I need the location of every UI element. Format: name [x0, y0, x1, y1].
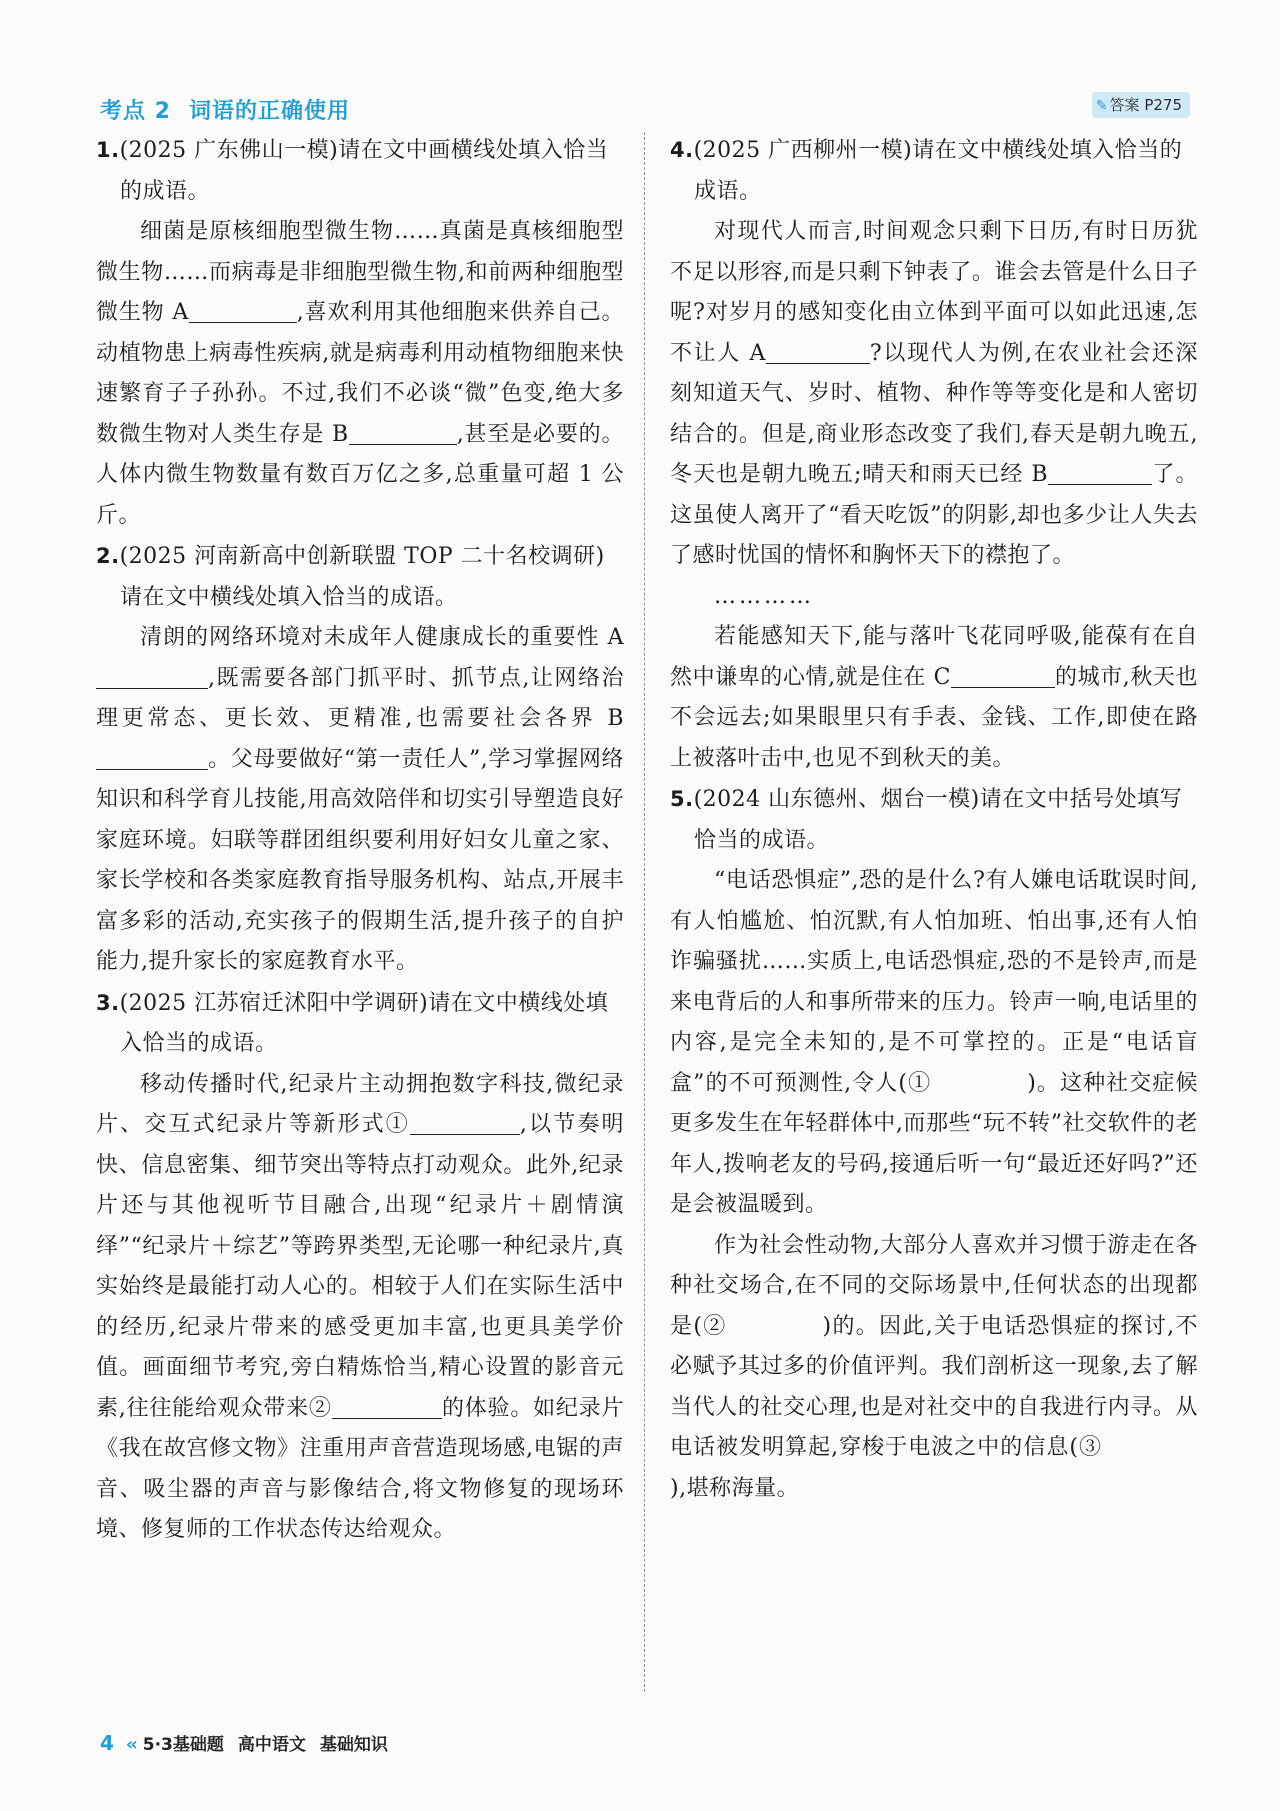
question-number: 4. [670, 138, 694, 162]
passage-paragraph: 作为社会性动物,大部分人喜欢并习惯于游走在各种社交场合,在不同的交际场景中,任何状态的出现都是(② )的。因此,关于电话恐惧症的探讨,不必赋予其过多的价值评判。我们剖析这一现象,去了解当代人的社交心理,也是对社交中的自我进行内寻。从电话被发明算起,穿梭于电波之中的信息(③),堪称海量。 [670, 1232, 1198, 1501]
question-prompt: 4.(2025 广西柳州一模)请在文中横线处填入恰当的成语。 [670, 138, 1183, 204]
question-prompt: 5.(2024 山东德州、烟台一模)请在文中括号处填写恰当的成语。 [670, 787, 1183, 853]
answer-blank-a[interactable] [189, 296, 297, 323]
answer-blank-b[interactable] [1048, 458, 1152, 485]
page-number: 4 [100, 1731, 114, 1755]
question-1 [96, 130, 624, 536]
page-header [100, 92, 1190, 126]
question-number: 1. [96, 138, 120, 162]
answer-blank-b[interactable] [96, 743, 208, 770]
ellipsis-separator: ………… [714, 583, 814, 609]
subject-name: 高中语文 [237, 1735, 306, 1755]
answer-blank-2[interactable] [332, 1392, 442, 1419]
question-4 [670, 130, 1198, 779]
question-number: 3. [96, 990, 120, 1015]
question-number: 2. [96, 544, 120, 568]
question-3 [96, 983, 624, 1551]
passage-paragraph: 清朗的网络环境对未成年人健康成长的重要性 A,既需要各部门抓平时、抓节点,让网络治理更常态、更长效、更精准,也需要社会各界 B。父母要做好“第一责任人”,学习掌握网络知识和科学育儿技能,用高效陪伴和切实引导塑造良好家庭环境。妇联等群团组织要利用好妇女儿童之家、家长学校和各类家庭教育指导服务机构、站点,开展丰富多彩的活动,充实孩子的假期生活,提升孩子的自护能力,提升家长的家庭教育水平。 [96, 625, 624, 974]
answer-reference-label: 答案 P275 [1109, 96, 1182, 114]
passage-paragraph: 若能感知天下,能与落叶飞花同呼吸,能葆有在自然中谦卑的心情,就是住在 C 的城市,秋天也不会远去;如果眼里只有手表、金钱、工作,即使在路上被落叶击中,也见不到秋天的美。 [670, 624, 1198, 771]
section-title: 词语的正确使用 [188, 99, 350, 124]
answer-reference[interactable] [1092, 92, 1190, 118]
right-column [670, 130, 1198, 1700]
question-prompt: 3.(2025 江苏宿迁沭阳中学调研)请在文中横线处填入恰当的成语。 [96, 990, 609, 1056]
column-divider [644, 132, 645, 1692]
page-footer [100, 1730, 402, 1760]
topic-name: 基础知识 [319, 1735, 388, 1755]
series-name: 5·3基础题 [142, 1735, 224, 1755]
answer-blank-a[interactable] [766, 337, 870, 364]
answer-blank-c[interactable] [951, 661, 1055, 688]
question-2 [96, 536, 624, 983]
passage-paragraph: 对现代人而言,时间观念只剩下日历,有时日历犹不足以形容,而是只剩下钟表了。谁会去管是什么日子呢?对岁月的感知变化由立体到平面可以如此迅速,怎不让人 A ?以现代人为例,在农业社会还深刻知道天气、岁时、植物、种作等等变化是和人密切结合的。但是,商业形态改变了我们,春天是朝九晚五,冬天也是朝九晚五;晴天和雨天已经 B 了。这虽使人离开了“看天吃饭”的阴影,却也多少让人失去了感时忧国的情怀和胸怀天下的襟抱了。 [670, 219, 1198, 568]
answer-blank-b[interactable] [349, 418, 457, 445]
answer-key-icon: ✎ [1095, 98, 1108, 114]
section-label: 考点 2 [100, 99, 171, 124]
passage-paragraph: 移动传播时代,纪录片主动拥抱数字科技,微纪录片、交互式纪录片等新形式① ,以节奏明快、信息密集、细节突出等特点打动观众。此外,纪录片还与其他视听节目融合,出现“纪录片＋剧情演绎”“纪录片＋综艺”等跨界类型,无论哪一种纪录片,真实始终是最能打动人心的。相较于人们在实际生活中的经历,纪录片带来的感受更加丰富,也更具美学价值。画面细节考究,旁白精炼恰当,精心设置的影音元素,往往能给观众带来② 的体验。如纪录片《我在故宫修文物》注重用声音营造现场感,电锯的声音、吸尘器的声音与影像结合,将文物修复的现场环境、修复师的工作状态传达给观众。 [96, 1071, 624, 1542]
question-number: 5. [670, 787, 694, 811]
passage-paragraph: 细菌是原核细胞型微生物……真菌是真核细胞型微生物……而病毒是非细胞型微生物,和前两种细胞型微生物 A ,喜欢利用其他细胞来供养自己。动植物患上病毒性疾病,就是病毒利用动植物细胞来快速繁育子子孙孙。不过,我们不必谈“微”色变,绝大多数微生物对人类生存是 B ,甚至是必要的。人体内微生物数量有数百万亿之多,总重量可超 1 公斤。 [96, 219, 624, 528]
double-chevron-icon: ‹‹ [125, 1734, 135, 1755]
left-column [96, 130, 624, 1700]
section-heading [100, 94, 350, 125]
question-prompt: 2.(2025 河南新高中创新联盟 TOP 二十名校调研)请在文中横线处填入恰当的成语。 [96, 544, 605, 610]
question-prompt: 1.(2025 广东佛山一模)请在文中画横线处填入恰当的成语。 [96, 138, 609, 204]
question-5 [670, 779, 1198, 1509]
passage-paragraph: “电话恐惧症”,恐的是什么?有人嫌电话耽误时间,有人怕尴尬、怕沉默,有人怕加班、怕出事,还有人怕诈骗骚扰……实质上,电话恐惧症,恐的不是铃声,而是来电背后的人和事所带来的压力。铃声一响,电话里的内容,是完全未知的,是不可掌控的。正是“电话盲盒”的不可预测性,令人(① )。这种社交症候更多发生在年轻群体中,而那些“玩不转”社交软件的老年人,拨响老友的号码,接通后听一句“最近还好吗?”还是会被温暖到。 [670, 868, 1198, 1217]
answer-blank-a[interactable] [96, 662, 208, 689]
answer-blank-1[interactable] [410, 1108, 520, 1135]
